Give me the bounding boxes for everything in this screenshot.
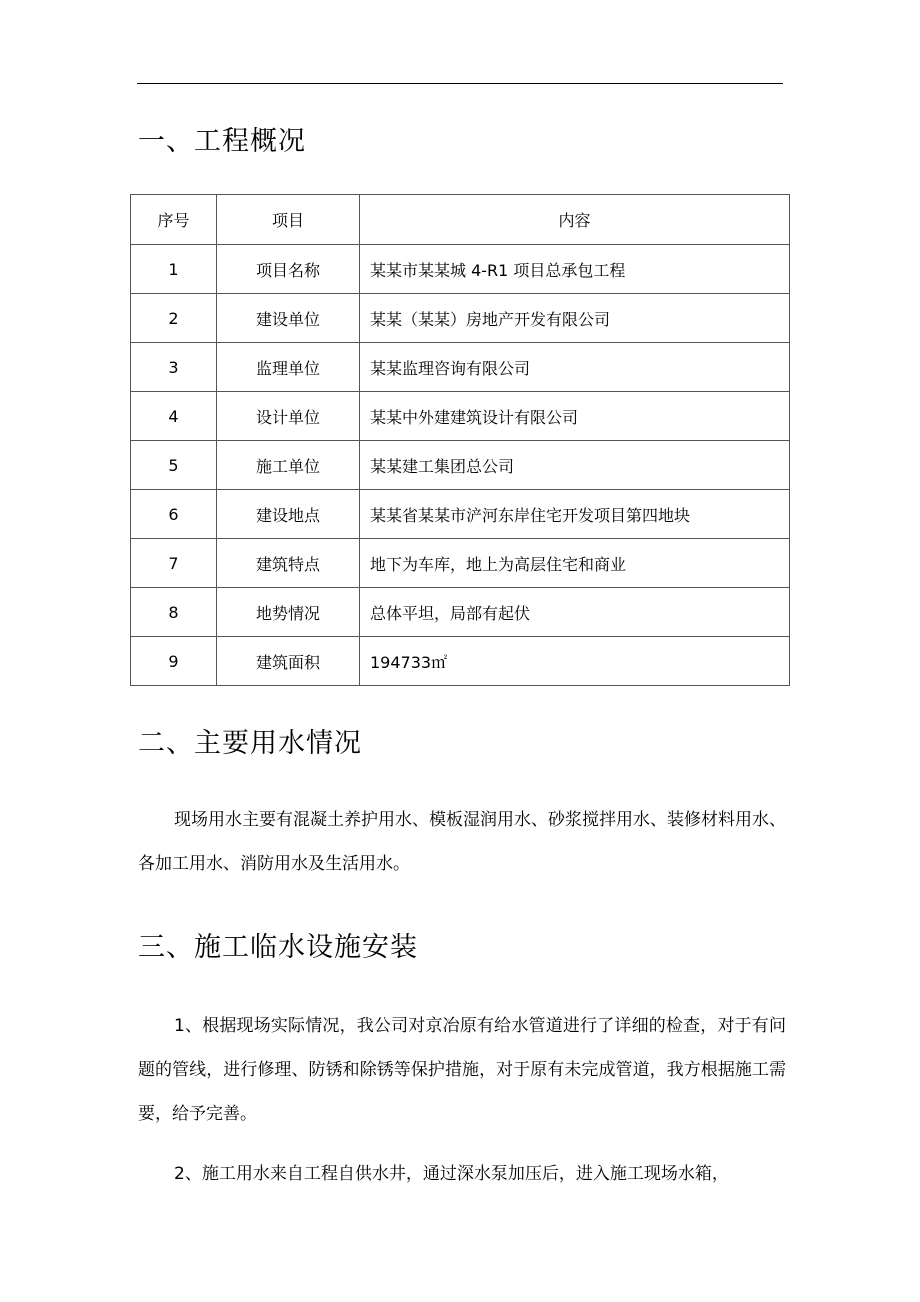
- section-heading-water-usage: 二、主要用水情况: [138, 728, 362, 759]
- table-row: [131, 441, 790, 490]
- row-item: 建筑面积: [217, 637, 360, 686]
- section-heading-overview: 一、工程概况: [138, 126, 306, 157]
- table-header-row: [131, 195, 790, 245]
- column-header-content: 内容: [360, 195, 790, 245]
- row-number: 6: [131, 490, 217, 539]
- header-rule: [137, 83, 783, 84]
- row-item: 项目名称: [217, 245, 360, 294]
- row-content: 某某监理咨询有限公司: [360, 343, 790, 392]
- row-content: 某某中外建建筑设计有限公司: [360, 392, 790, 441]
- row-number: 1: [131, 245, 217, 294]
- table-row: [131, 588, 790, 637]
- row-number: 9: [131, 637, 217, 686]
- row-item: 地势情况: [217, 588, 360, 637]
- table-row: [131, 343, 790, 392]
- water-usage-paragraph: 现场用水主要有混凝土养护用水、模板湿润用水、砂浆搅拌用水、装修材料用水、各加工用水、消防用水及生活用水。: [138, 810, 786, 874]
- row-number: 2: [131, 294, 217, 343]
- row-number: 3: [131, 343, 217, 392]
- row-item: 监理单位: [217, 343, 360, 392]
- row-item: 建设单位: [217, 294, 360, 343]
- installation-paragraph-1: 1、根据现场实际情况，我公司对京冶原有给水管道进行了详细的检查，对于有问题的管线，进行修理、防锈和除锈等保护措施，对于原有未完成管道，我方根据施工需要，给予完善。: [138, 1016, 786, 1124]
- row-content: 某某市某某城 4-R1 项目总承包工程: [360, 245, 790, 294]
- row-content: 194733㎡: [360, 637, 790, 686]
- table-row: [131, 245, 790, 294]
- row-content: 某某建工集团总公司: [360, 441, 790, 490]
- installation-paragraph-2: 2、施工用水来自工程自供水井，通过深水泵加压后，进入施工现场水箱，: [174, 1164, 729, 1184]
- row-item: 设计单位: [217, 392, 360, 441]
- row-item: 施工单位: [217, 441, 360, 490]
- row-content: 地下为车库，地上为高层住宅和商业: [360, 539, 790, 588]
- row-item: 建设地点: [217, 490, 360, 539]
- row-content: 总体平坦，局部有起伏: [360, 588, 790, 637]
- row-item: 建筑特点: [217, 539, 360, 588]
- table-row: [131, 637, 790, 686]
- table-row: [131, 490, 790, 539]
- row-number: 8: [131, 588, 217, 637]
- table-row: [131, 294, 790, 343]
- row-number: 5: [131, 441, 217, 490]
- row-content: 某某省某某市浐河东岸住宅开发项目第四地块: [360, 490, 790, 539]
- table-row: [131, 539, 790, 588]
- column-header-no: 序号: [131, 195, 217, 245]
- section-heading-installation: 三、施工临水设施安装: [138, 932, 418, 963]
- table-row: [131, 392, 790, 441]
- row-number: 7: [131, 539, 217, 588]
- row-content: 某某（某某）房地产开发有限公司: [360, 294, 790, 343]
- column-header-item: 项目: [217, 195, 360, 245]
- project-overview-table: [130, 194, 790, 686]
- row-number: 4: [131, 392, 217, 441]
